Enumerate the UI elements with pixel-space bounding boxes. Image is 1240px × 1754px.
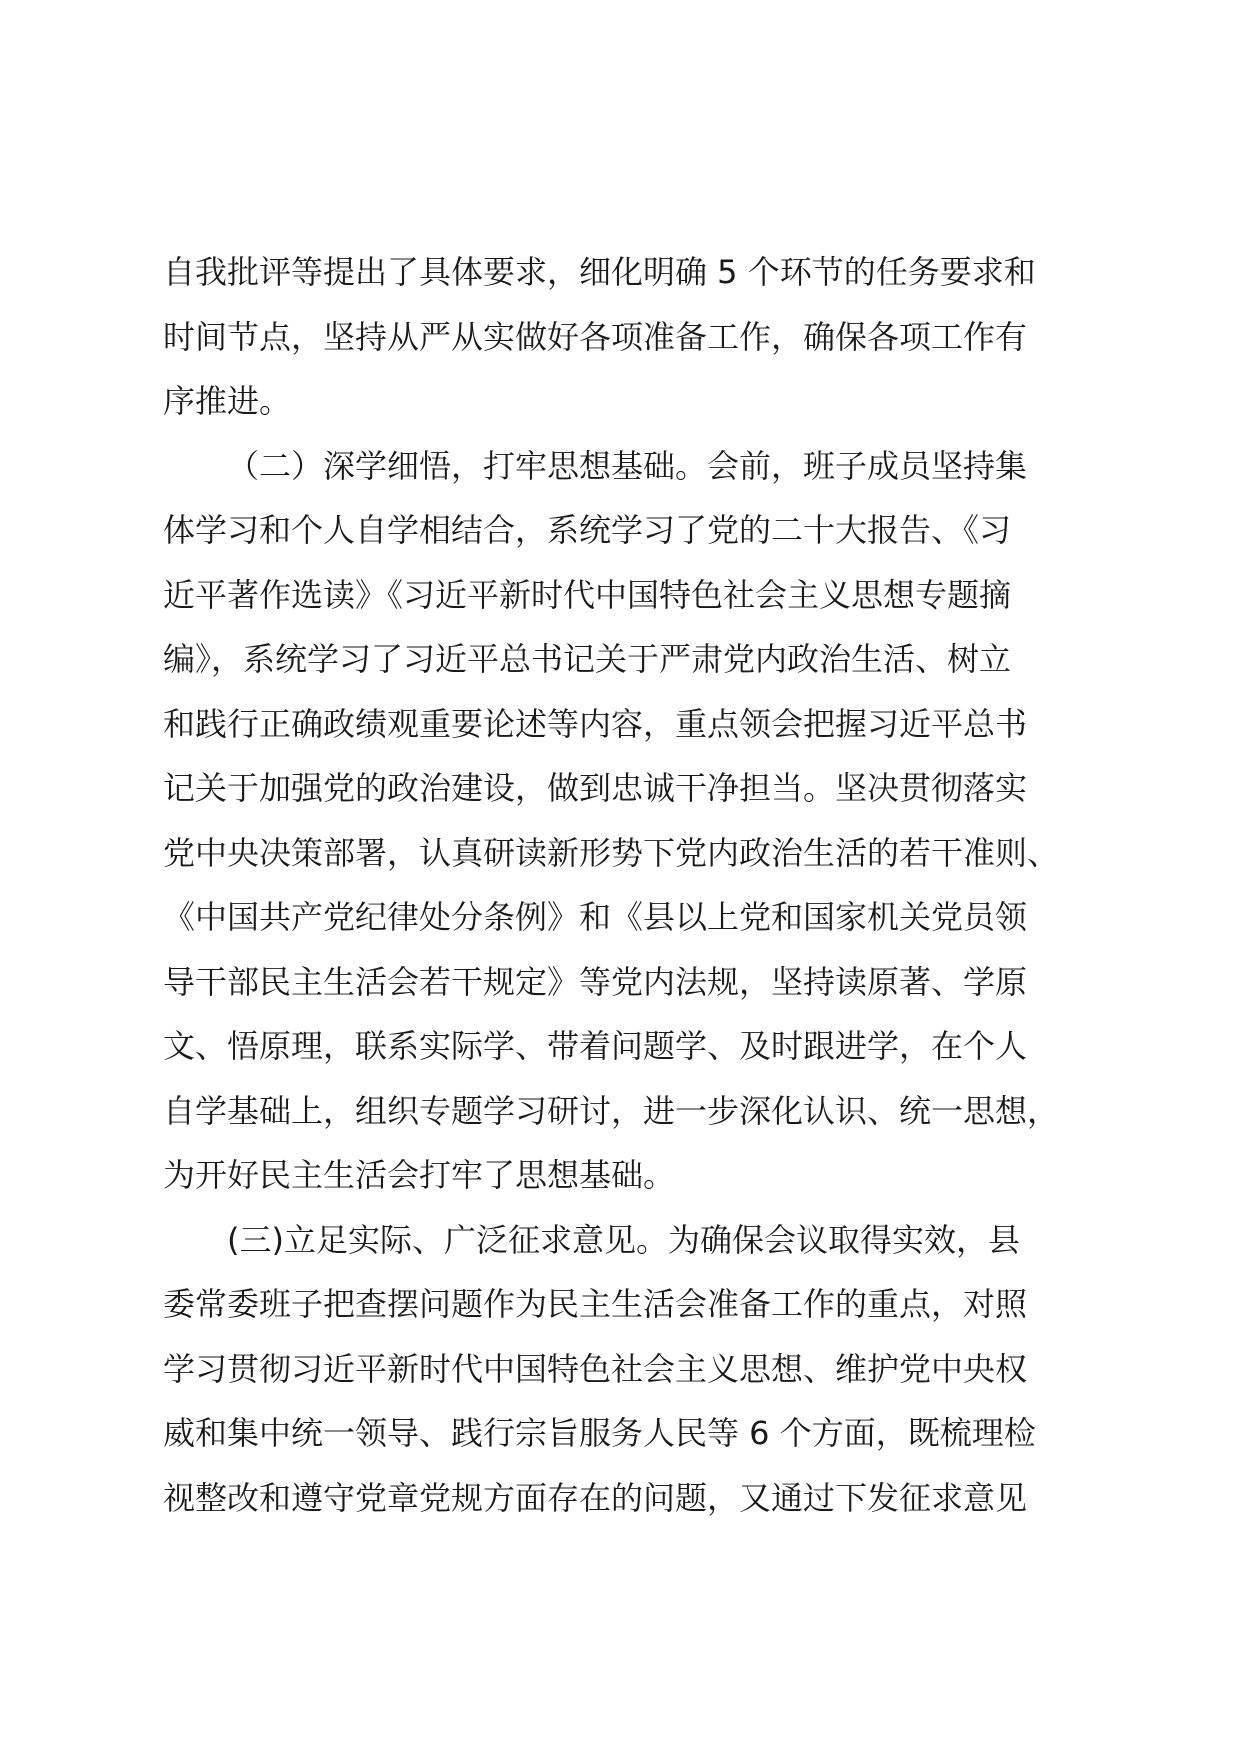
text-line: 学习贯彻习近平新时代中国特色社会主义思想、维护党中央权 xyxy=(163,1349,1028,1388)
text-line: 威和集中统一领导、践行宗旨服务人民等 6 个方面，既梳理检 xyxy=(163,1414,1036,1452)
text-line: 导干部民主生活会若干规定》等党内法规，坚持读原著、学原 xyxy=(163,962,1028,1001)
text-line: 体学习和个人自学相结合，系统学习了党的二十大报告、《习 xyxy=(163,511,1012,549)
text-line: 和践行正确政绩观重要论述等内容，重点领会把握习近平总书 xyxy=(163,704,1028,743)
text-line: 《中国共产党纪律处分条例》和《县以上党和国家机关党员领 xyxy=(163,898,1028,936)
text-line: 序推进。 xyxy=(163,382,292,420)
text-line: 党中央决策部署，认真研读新形势下党内政治生活的若干准则、 xyxy=(163,833,1060,872)
text-line: 为开好民主生活会打牢了思想基础。 xyxy=(163,1156,676,1194)
document-body xyxy=(163,240,1093,1530)
text-line: 记关于加强党的政治建设，做到忠诚干净担当。坚决贯彻落实 xyxy=(163,769,1028,807)
section-heading-line: （二）深学细悟，打牢思想基础。会前，班子成员坚持集 xyxy=(227,446,1028,485)
section-heading-line: (三)立足实际、广泛征求意见。为确保会议取得实效，县 xyxy=(227,1220,1020,1259)
text-line: 自我批评等提出了具体要求，细化明确 5 个环节的任务要求和 xyxy=(163,253,1036,291)
text-line: 编》，系统学习了习近平总书记关于严肃党内政治生活、树立 xyxy=(163,640,1012,678)
text-line: 时间节点，坚持从严从实做好各项准备工作，确保各项工作有 xyxy=(163,317,1028,356)
text-line: 近平著作选读》《习近平新时代中国特色社会主义思想专题摘 xyxy=(163,575,1012,614)
text-line: 委常委班子把查摆问题作为民主生活会准备工作的重点，对照 xyxy=(163,1285,1028,1323)
text-line: 自学基础上，组织专题学习研讨，进一步深化认识、统一思想， xyxy=(163,1091,1060,1130)
text-line: 视整改和遵守党章党规方面存在的问题，又通过下发征求意见 xyxy=(163,1478,1028,1517)
text-line: 文、悟原理，联系实际学、带着问题学、及时跟进学，在个人 xyxy=(163,1027,1028,1065)
